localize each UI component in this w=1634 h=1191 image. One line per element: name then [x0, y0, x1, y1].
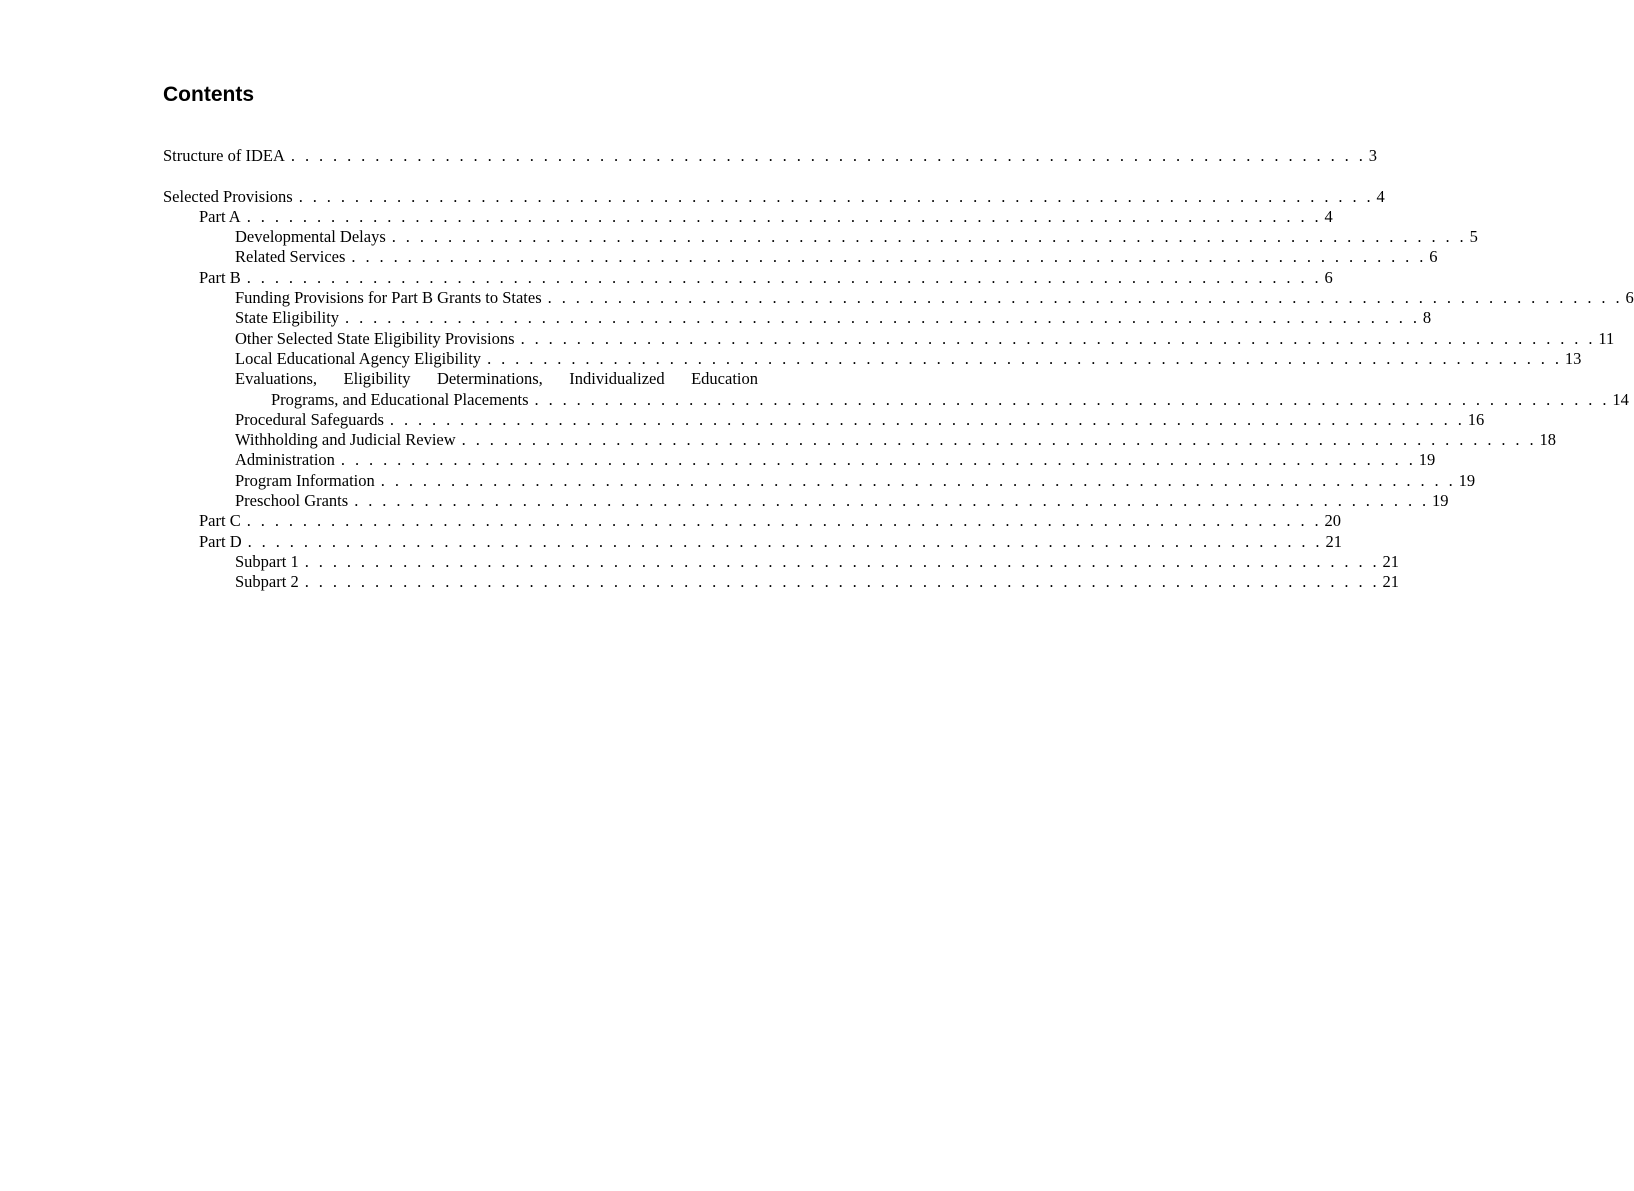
dot-leader: . . . . . . . . . . . . . . . . . . . . . . . . . . . . . . . . . . . . . . . . . . . . . . . . . . . . . . . . . . . . . . . . . . . . . . . . . . . . . — [520, 328, 1596, 348]
toc-entry-page: 5 — [1469, 227, 1478, 247]
dot-leader: . . . . . . . . . . . . . . . . . . . . . . . . . . . . . . . . . . . . . . . . . . . . . . . . . . . . . . . . . . . . . . . . . . . . . . . . . . . . . — [487, 348, 1562, 368]
toc-entry-label-line2: Programs, and Educational Placements — [271, 389, 529, 409]
toc-entry-part-a[interactable] — [163, 206, 1333, 227]
toc-entry-page: 6 — [1625, 288, 1634, 308]
toc-entry-label: Part A — [199, 206, 241, 226]
toc-entry-subpart-1[interactable] — [163, 551, 1400, 572]
toc-entry-administration[interactable] — [163, 450, 1436, 470]
toc-entry-label: Administration — [235, 450, 335, 470]
dot-leader: . . . . . . . . . . . . . . . . . . . . . . . . . . . . . . . . . . . . . . . . . . . . . . . . . . . . . . . . . . . . . . . . . . . . . . . . . . . . . — [391, 227, 1467, 247]
toc-entry-page: 19 — [1418, 450, 1436, 470]
toc-entry-label: Procedural Safeguards — [235, 409, 384, 429]
toc-entry-label: Funding Provisions for Part B Grants to States — [235, 288, 542, 308]
toc-entry-page: 6 — [1324, 267, 1333, 287]
dot-leader: . . . . . . . . . . . . . . . . . . . . . . . . . . . . . . . . . . . . . . . . . . . . . . . . . . . . . . . . . . . . . . . . . . . . . . . . . . . . . — [247, 531, 1323, 551]
dot-leader: . . . . . . . . . . . . . . . . . . . . . . . . . . . . . . . . . . . . . . . . . . . . . . . . . . . . . . . . . . . . . . . . . . . . . . . . . . . . . — [246, 511, 1322, 531]
toc-entry-page: 8 — [1422, 308, 1432, 328]
dot-leader: . . . . . . . . . . . . . . . . . . . . . . . . . . . . . . . . . . . . . . . . . . . . . . . . . . . . . . . . . . . . . . . . . . . . . . . . . . . . . — [547, 288, 1623, 308]
toc-entry-developmental-delays[interactable] — [163, 227, 1478, 247]
toc-entry-label: State Eligibility — [235, 308, 340, 328]
toc-entry-label: Program Information — [235, 470, 375, 490]
toc-entry-funding-provisions[interactable] — [163, 288, 1634, 308]
toc-entry-part-d[interactable] — [163, 531, 1342, 552]
dot-leader: . . . . . . . . . . . . . . . . . . . . . . . . . . . . . . . . . . . . . . . . . . . . . . . . . . . . . . . . . . . . . . . . . . . . . . . . . . . . . — [351, 247, 1427, 267]
toc-entry-page: 21 — [1325, 531, 1342, 551]
toc-entry-label: Preschool Grants — [235, 491, 349, 511]
toc-entry-label: Part B — [199, 267, 241, 287]
toc-entry-label: Part C — [199, 511, 241, 531]
dot-leader: . . . . . . . . . . . . . . . . . . . . . . . . . . . . . . . . . . . . . . . . . . . . . . . . . . . . . . . . . . . . . . . . . . . . . . . . . . . . . — [298, 186, 1374, 206]
toc-entry-procedural-safeguards[interactable] — [163, 409, 1485, 430]
dot-leader: . . . . . . . . . . . . . . . . . . . . . . . . . . . . . . . . . . . . . . . . . . . . . . . . . . . . . . . . . . . . . . . . . . . . . . . . . . . . . — [461, 430, 1537, 450]
toc-entry-label: Local Educational Agency Eligibility — [235, 348, 482, 368]
toc-entry-part-c[interactable] — [163, 511, 1342, 531]
dot-leader: . . . . . . . . . . . . . . . . . . . . . . . . . . . . . . . . . . . . . . . . . . . . . . . . . . . . . . . . . . . . . . . . . . . . . . . . . . . . . — [246, 267, 1322, 287]
toc-entry-label: Developmental Delays — [235, 227, 386, 247]
toc-entry-label: Subpart 1 — [235, 551, 299, 571]
toc-entry-page: 18 — [1539, 430, 1556, 450]
toc-entry-page: 11 — [1598, 328, 1615, 348]
toc-entry-page: 14 — [1612, 389, 1629, 409]
toc-entry-page: 20 — [1324, 511, 1342, 531]
toc-entry-page: 21 — [1382, 551, 1400, 571]
toc-entry-program-information[interactable] — [163, 470, 1476, 491]
toc-entry-page: 13 — [1564, 348, 1582, 368]
toc-entry-page: 19 — [1432, 491, 1449, 511]
toc-entry-label: Selected Provisions — [163, 186, 293, 206]
toc-entry-page: 4 — [1376, 186, 1385, 206]
toc-entry-page: 19 — [1458, 470, 1476, 490]
toc-entry-label: Withholding and Judicial Review — [235, 430, 456, 450]
toc-entry-page: 6 — [1429, 247, 1438, 267]
toc-entry-label-line1: Evaluations, Eligibility Determinations, Individualized Education — [235, 369, 758, 389]
toc-entry-label: Structure of IDEA — [163, 146, 285, 165]
toc-entry-label: Part D — [199, 531, 242, 551]
dot-leader: . . . . . . . . . . . . . . . . . . . . . . . . . . . . . . . . . . . . . . . . . . . . . . . . . . . . . . . . . . . . . . . . . . . . . . . . . . . . . — [345, 308, 1420, 328]
toc-entry-preschool-grants[interactable] — [163, 491, 1449, 511]
toc-entry-evaluations[interactable] — [163, 369, 1629, 410]
toc-entry-related-services[interactable] — [163, 247, 1438, 267]
toc-entry-label: Other Selected State Eligibility Provisions — [235, 328, 515, 348]
section-gap — [163, 166, 758, 186]
dot-leader: . . . . . . . . . . . . . . . . . . . . . . . . . . . . . . . . . . . . . . . . . . . . . . . . . . . . . . . . . . . . . . . . . . . . . . . . . . . . . — [389, 409, 1465, 429]
toc-entry-structure-of-idea[interactable] — [163, 146, 1377, 166]
dot-leader: . . . . . . . . . . . . . . . . . . . . . . . . . . . . . . . . . . . . . . . . . . . . . . . . . . . . . . . . . . . . . . . . . . . . . . . . . . . . . — [290, 146, 1366, 165]
dot-leader: . . . . . . . . . . . . . . . . . . . . . . . . . . . . . . . . . . . . . . . . . . . . . . . . . . . . . . . . . . . . . . . . . . . . . . . . . . . . . — [534, 389, 1610, 409]
toc-entry-selected-provisions[interactable] — [163, 186, 1385, 207]
dot-leader: . . . . . . . . . . . . . . . . . . . . . . . . . . . . . . . . . . . . . . . . . . . . . . . . . . . . . . . . . . . . . . . . . . . . . . . . . . . . . — [354, 491, 1430, 511]
toc-entry-lea-eligibility[interactable] — [163, 348, 1582, 369]
dot-leader: . . . . . . . . . . . . . . . . . . . . . . . . . . . . . . . . . . . . . . . . . . . . . . . . . . . . . . . . . . . . . . . . . . . . . . . . . . . . . — [380, 470, 1456, 490]
dot-leader: . . . . . . . . . . . . . . . . . . . . . . . . . . . . . . . . . . . . . . . . . . . . . . . . . . . . . . . . . . . . . . . . . . . . . . . . . . . . . — [304, 551, 1380, 571]
page-title: Contents — [163, 83, 254, 106]
dot-leader: . . . . . . . . . . . . . . . . . . . . . . . . . . . . . . . . . . . . . . . . . . . . . . . . . . . . . . . . . . . . . . . . . . . . . . . . . . . . . — [340, 450, 1416, 470]
toc-entry-page: 4 — [1324, 206, 1333, 226]
dot-leader: . . . . . . . . . . . . . . . . . . . . . . . . . . . . . . . . . . . . . . . . . . . . . . . . . . . . . . . . . . . . . . . . . . . . . . . . . . . . . — [304, 572, 1380, 592]
toc-entry-label: Related Services — [235, 247, 346, 267]
toc-entry-label: Subpart 2 — [235, 572, 299, 592]
toc-entry-withholding[interactable] — [163, 430, 1556, 450]
toc-entry-subpart-2[interactable] — [163, 572, 1400, 592]
toc-entry-part-b[interactable] — [163, 267, 1333, 288]
toc-entry-page: 3 — [1368, 146, 1377, 165]
table-of-contents — [163, 146, 1634, 593]
toc-entry-page: 21 — [1382, 572, 1400, 592]
toc-entry-state-eligibility[interactable] — [163, 308, 1432, 328]
dot-leader: . . . . . . . . . . . . . . . . . . . . . . . . . . . . . . . . . . . . . . . . . . . . . . . . . . . . . . . . . . . . . . . . . . . . . . . . . . . . . — [246, 206, 1322, 226]
toc-entry-other-state-eligibility[interactable] — [163, 328, 1615, 349]
toc-entry-page: 16 — [1467, 409, 1485, 429]
